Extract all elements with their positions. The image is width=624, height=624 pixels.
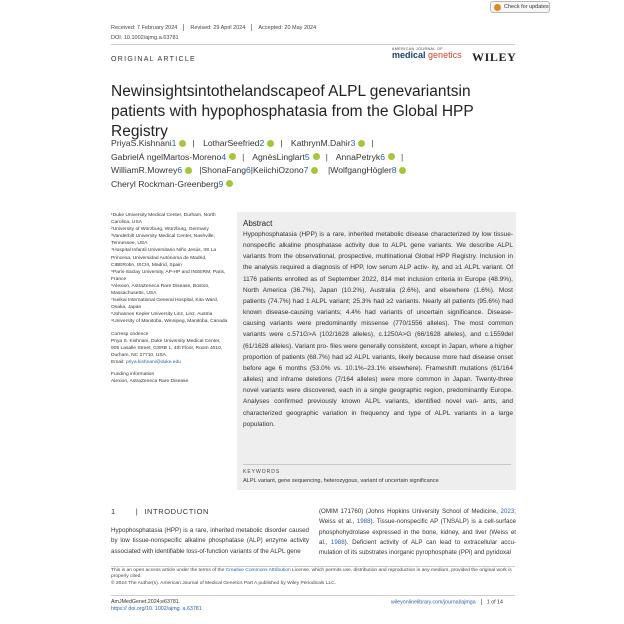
author[interactable]: WilliamR.Mowrey6 [111, 165, 192, 175]
email-link[interactable]: priya.kishnani@duke.edu [125, 359, 181, 365]
affiliation: ⁴Hospital Infantil Universitario Niño Jesús, IIS La Princesa, Universidad Autónoma de Madrid, CIBERobn, ISCIII, Madrid, Spain [111, 248, 217, 268]
orcid-icon[interactable] [399, 167, 406, 174]
title-line-2: patients with hypophosphatasia from the Global HPP Registry [111, 103, 474, 140]
copyright: © 2024 The Author(s). American Journal of Medical Genetics Part A published by Wiley Periodicals LLC. [111, 580, 337, 586]
footer-divider [111, 595, 515, 596]
affiliation: ²University of Würzburg, Würzburg, Germany [111, 227, 209, 233]
journal-logo [392, 47, 516, 69]
orcid-icon[interactable] [267, 140, 274, 147]
license-note: This is an open access article under the terms of the Creative Commons Attribution License, which permits use, distribution and reproduction in any medium, provided the original work is properly cited. © 2024 The Author(s). American Journal of Medical Genetics Part A published by Wiley Periodicals LLC. [111, 568, 512, 586]
footer-right [391, 599, 503, 605]
affiliation: ¹Duke University Medical Center, Durham, North Carolina, USA [111, 213, 216, 226]
journal-citation: AmJMedGenet.2024;e63781. [111, 599, 181, 605]
orcid-icon[interactable] [229, 153, 236, 160]
orcid-icon[interactable] [179, 140, 186, 147]
orcid-icon[interactable] [358, 140, 365, 147]
orcid-icon[interactable] [226, 180, 233, 187]
correspondence-address: Priya S. Kishnani, Duke University Medical Center, 905 Lasalle Street, GSRB 1, 4th Floor, Room 4010, Durham, NC 27710, USA. [111, 338, 223, 358]
journal-site-link[interactable]: wileyonlinelibrary.com/journal/ajmga [391, 599, 476, 606]
author[interactable]: Cheryl Rockman-Greenberg9 [111, 179, 233, 189]
abstract-heading: Abstract [243, 219, 273, 228]
revised-date: Revised: 29 April 2024 [190, 24, 246, 31]
affiliation: ⁹University of Manitoba, Winnipeg, Manitoba, Canada [111, 319, 228, 325]
author[interactable]: PriyaS.Kishnani1 [111, 138, 186, 148]
journal-logo-genetics: genetics [428, 50, 462, 60]
intro-text-right: (OMIM 171760) (Johns Hopkins University School of Medicine, 2023; Weiss et al., 1988). Tissue-nonspecific AP (TNSALP) is a cell-surface phosphohydrolase expressed in the bone, kidney, and liver (Weiss et al., 1988). Deficient activity of ALP can lead to extracellular accu- mulation of its substrates inorganic pyrophosphate (PPi) and pyridoxal [319, 508, 517, 557]
journal-logo-name [392, 50, 462, 60]
intro-text-left: Hypophosphatasia (HPP) is a rare, inherited metabolic disorder caused by low tissue-nonspecific alkaline phosphatase (ALP) enzyme activity associated with identifiable loss-of-function variants of the ALPL gene [111, 527, 309, 555]
keywords-text: ALPL variant, gene sequencing, heterozygous, variant of uncertain significance [243, 478, 439, 484]
doi: DOI: 10.1002/ajmg.a.63781 [111, 35, 179, 41]
keywords-divider [243, 464, 511, 465]
affiliation: ⁵Paris-Saclay University, AP-HP and INSERM, Paris, France [111, 269, 226, 282]
accepted-date: Accepted: 20 May 2024 [258, 24, 317, 31]
license-link[interactable]: Creative Commons Attribution [225, 568, 291, 573]
orcid-icon[interactable] [311, 167, 318, 174]
section-heading: 1 | INTRODUCTION [111, 507, 210, 516]
orcid-icon[interactable] [388, 153, 395, 160]
author-list: PriyaS.Kishnani1 | LotharSeefried2 | KathrynM.Dahir3 | GabrielÁ ngelMartos-Moreno4 | AgnèsLinglart5 | AnnaPetryk6 | WilliamR.Mowrey6 |ShonaFang6|KeiichiOzono7 |WolfgangHögler8 Cheryl Rockman-Greenberg9 [111, 137, 521, 191]
check-for-updates-button[interactable] [490, 1, 550, 13]
article-title [111, 82, 521, 142]
article-dates [111, 24, 316, 31]
footer-divider [111, 566, 515, 567]
journal-logo-small: AMERICAN JOURNAL OF [392, 47, 443, 51]
author[interactable]: |KeiichiOzono7 [251, 165, 319, 175]
abstract-text: Hypophosphatasia (HPP) is a rare, inherited metabolic disease characterized by low tissue-nonspecific alkaline phosphatase activity due to ALPL gene variants. We describe ALPL variants from the observational, prospective, multinational Global HPP Registry. Inclusion in the analysis required a diagnosis of HPP, low serum ALP activ- ity, and ≥1 ALPL variant. Of 1176 patients enrolled as of September 2022, 814 met inclusion criteria in Europe (48.9%), North America (36.7%), Japan (10.2%), Australia (2.6%), and elsewhere (1.6%). Most patients (74.7%) had 1 ALPL variant; 25.3% had ≥2 variants. Nearly all patients (95.6%) had known disease-causing variants; 4.4% had variants of uncertain significance. Disease-causing variants were predominantly missense (770/1556 alleles). The most common variants were c.571G>A (102/1628 alleles), c.1250A>G (66/1628 alleles), and c.1559del (61/1628 alleles). Variant pro- files were generally consistent, except in Japan, where a higher proportion of patients (68.7%) had ≥2 ALPL variants, likely because more had disease onset before age 6 months (53.0% vs. 10.1%–23.1% elsewhere). Frameshift mutations (61/164 alleles) and inframe deletions (7/164 alleles) were more common in Japan. Twenty-three novel variants were discovered, each in a single geographic region, predominantly Europe. Analyses confirmed previously known ALPL variants, identified novel vari- ants, and characterized geographic variation in frequency and type of ALPL variants in a large population. [243, 231, 513, 428]
orcid-icon[interactable] [185, 167, 192, 174]
publisher-logo: WILEY [472, 50, 517, 64]
affiliation: ³Vanderbilt University Medical Center, Nashville, Tennessee, USA [111, 234, 216, 247]
affiliations-column [111, 212, 229, 385]
orcid-icon[interactable] [313, 153, 320, 160]
citation-info [111, 599, 202, 613]
citation-link[interactable]: 1988 [356, 518, 371, 526]
divider [183, 24, 184, 31]
section-title: INTRODUCTION [144, 507, 210, 516]
affiliation: ⁶Alexion, AstraZeneca Rare Disease, Boston, Massachusetts, USA [111, 283, 210, 297]
journal-logo-medical: medical [392, 50, 426, 60]
divider [251, 24, 252, 31]
funding-heading: Funding information [111, 371, 155, 377]
doi-link[interactable]: https:// doi.org/10. 1002/ajmg. a.63781 [111, 606, 202, 612]
funding-text: Alexion, AstraZeneca Rare Disease [111, 379, 189, 385]
author[interactable]: |WolfgangHögler8 [328, 165, 406, 175]
affiliation: ⁷Iseikai International General Hospital, Kita Ward, Osaka, Japan [111, 298, 219, 311]
article-type: ORIGINAL ARTICLE [111, 56, 196, 63]
citation-link[interactable]: 2023 [500, 508, 515, 515]
page-number: 1 of 14 [486, 599, 503, 606]
correspondence-email: Email: priya.kishnani@duke.edu [111, 359, 181, 365]
received-date: Received: 7 February 2024 [111, 24, 178, 31]
author[interactable]: |ShonaFang6 [199, 165, 251, 176]
correspondence-heading: Corresp ondence [111, 331, 149, 337]
author[interactable]: LotharSeefried2 [203, 138, 274, 148]
citation-link[interactable]: 1988 [330, 538, 345, 546]
affiliation: ⁸Johannes Kepler University Linz, Linz, Austria [111, 312, 213, 318]
author[interactable]: AgnèsLinglart5 [252, 152, 319, 162]
author[interactable]: AnnaPetryk6 [336, 152, 395, 162]
section-number: 1 [111, 507, 116, 516]
author[interactable]: KathrynM.Dahir3 [291, 138, 365, 148]
check-for-updates-label: Check for updates [504, 4, 549, 10]
title-line-1: Newinsightsintothelandscapeof ALPL genevariantsin [111, 83, 471, 100]
header-divider [111, 44, 515, 45]
author[interactable]: GabrielÁ ngelMartos-Moreno4 [111, 152, 236, 162]
update-icon [494, 4, 501, 11]
keywords-heading: KEYWORDS [243, 469, 281, 475]
